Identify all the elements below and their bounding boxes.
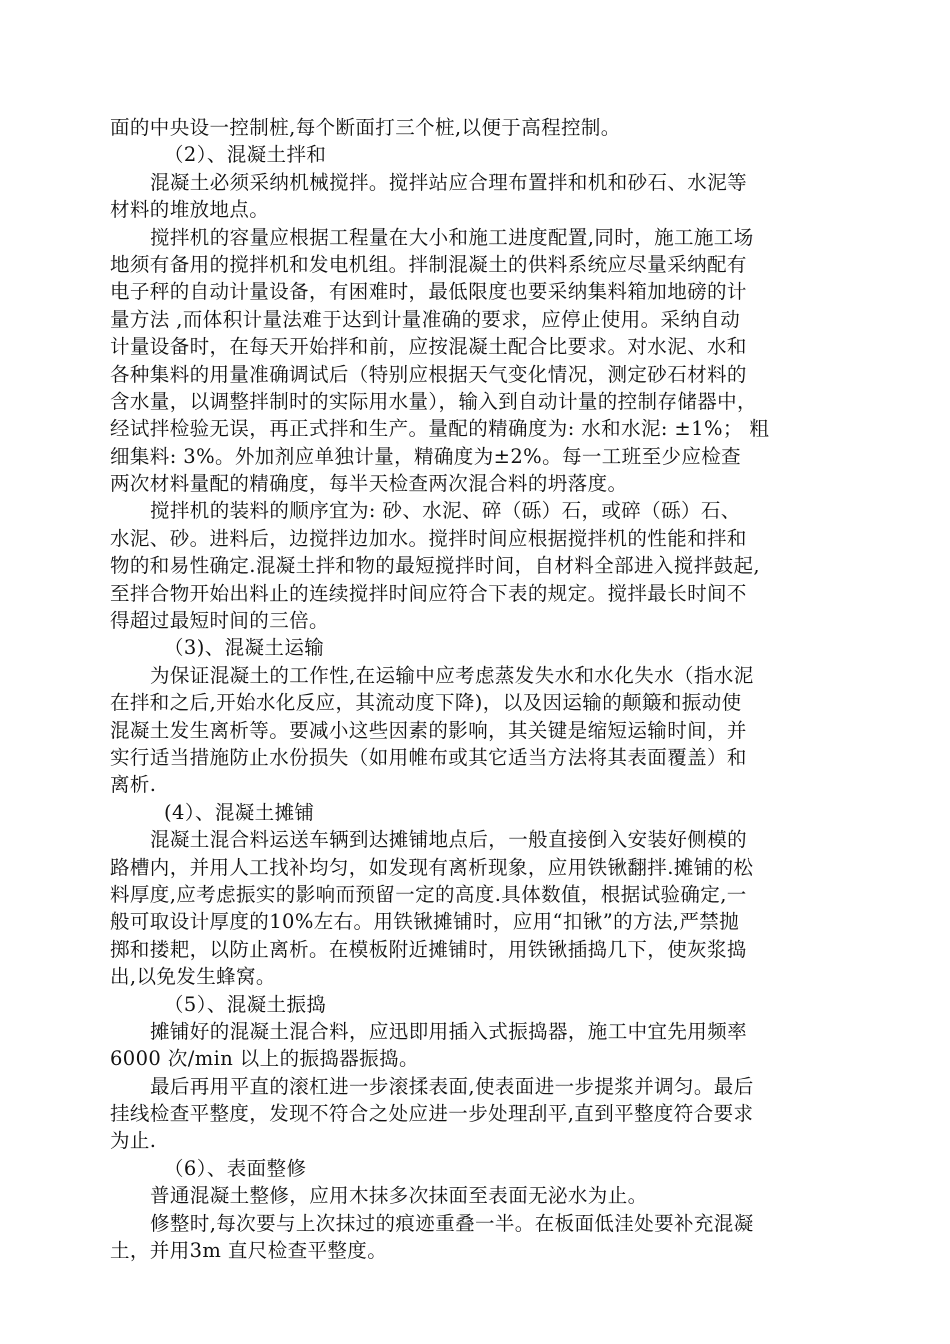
text-line: 搅拌机的装料的顺序宜为: 砂、水泥、碎（砾）石，或碎（砾）石、 <box>150 499 741 523</box>
text-line: 水泥、砂。进料后，边搅拌边加水。搅拌时间应根据搅拌机的性能和拌和 <box>110 526 747 550</box>
text-line: 土，并用3m 直尺检查平整度。 <box>110 1239 388 1263</box>
text-line: 混凝土必须采纳机械搅拌。搅拌站应合理布置拌和机和砂石、水泥等 <box>150 170 748 194</box>
text-line: 般可取设计厚度的10%左右。用铁锹摊铺时，应用“扣锹”的方法,严禁抛 <box>110 910 740 934</box>
text-line: 挂线检查平整度，发现不符合之处应进一步处理刮平,直到平整度符合要求 <box>110 1102 754 1126</box>
section-heading: (4）、混凝土摊铺 <box>164 800 315 824</box>
text-line: 得超过最短时间的三倍。 <box>110 609 329 633</box>
text-line: 最后再用平直的滚杠进一步滚揉表面,使表面进一步提浆并调匀。最后 <box>150 1074 754 1098</box>
section-heading: （6）、表面整修 <box>164 1156 307 1180</box>
text-line: 各种集料的用量准确调试后（特别应根据天气变化情况，测定砂石材料的 <box>110 362 747 386</box>
section-heading: （3)、混凝土运输 <box>164 636 325 660</box>
text-line: 物的和易性确定.混凝土拌和物的最短搅拌时间，自材料全部进入搅拌鼓起, <box>110 554 760 578</box>
text-line: 掷和搂耙，以防止离析。在模板附近摊铺时，用铁锹插捣几下，使灰浆捣 <box>110 937 747 961</box>
text-line: 混凝土混合料运送车辆到达摊铺地点后，一般直接倒入安装好侧模的 <box>150 828 748 852</box>
text-line: 出,以免发生蜂窝。 <box>110 965 276 989</box>
text-line: 修整时,每次要与上次抹过的痕迹重叠一半。在板面低洼处要补充混凝 <box>150 1211 754 1235</box>
text-line: 面的中央设一控制桩,每个断面打三个桩,以便于高程控制。 <box>110 116 621 139</box>
text-line: 路槽内，并用人工找补均匀，如发现有离析现象，应用铁锹翻拌.摊铺的松 <box>110 855 754 879</box>
text-line: 6000 次/min 以上的振捣器振捣。 <box>110 1047 419 1071</box>
text-line: 含水量，以调整拌制时的实际用水量），输入到自动计量的控制存储器中， <box>110 389 757 413</box>
text-line: 两次材料量配的精确度，每半天检查两次混合料的坍落度。 <box>110 472 628 496</box>
text-line: 实行适当措施防止水份损失（如用帷布或其它适当方法将其表面覆盖）和 <box>110 745 747 769</box>
text-line: 材料的堆放地点。 <box>110 198 270 222</box>
text-line: 为止. <box>110 1129 157 1153</box>
section-heading: （2）、混凝土拌和 <box>164 143 327 167</box>
document-body <box>110 114 842 1264</box>
text-line: 摊铺好的混凝土混合料，应迅即用插入式振捣器，施工中宜先用频率 <box>150 1019 748 1043</box>
text-line: 料厚度,应考虑振实的影响而预留一定的高度.具体数值，根据试验确定,一 <box>110 882 747 906</box>
text-line: 在拌和之后,开始水化反应，其流动度下降)，以及因运输的颠簸和振动使 <box>110 691 742 715</box>
text-line: 为保证混凝土的工作性,在运输中应考虑蒸发失水和水化失水（指水泥 <box>150 663 754 687</box>
text-line: 经试拌检验无误，再正式拌和生产。量配的精确度为: 水和水泥: ±1%； 粗 <box>110 417 770 441</box>
text-line: 离析. <box>110 773 157 797</box>
text-line: 计量设备时，在每天开始拌和前，应按混凝土配合比要求。对水泥、水和 <box>110 335 747 359</box>
text-line: 混凝土发生离析等。要减小这些因素的影响，其关键是缩短运输时间，并 <box>110 718 747 742</box>
text-line: 电子秤的自动计量设备，有困难时，最低限度也要采纳集料箱加地磅的计 <box>110 280 747 304</box>
text-line: 搅拌机的容量应根据工程量在大小和施工进度配置,同时，施工施工场 <box>150 225 754 249</box>
text-line: 地须有备用的搅拌机和发电机组。拌制混凝土的供料系统应尽量采纳配有 <box>110 252 747 276</box>
section-heading: （5）、混凝土振捣 <box>164 992 327 1016</box>
text-line: 量方法 ,而体积计量法难于达到计量准确的要求，应停止使用。采纳自动 <box>110 307 741 331</box>
text-line: 普通混凝土整修，应用木抹多次抹面至表面无泌水为止。 <box>150 1184 648 1208</box>
text-line: 至拌合物开始出料止的连续搅拌时间应符合下表的规定。搅拌最长时间不 <box>110 581 747 605</box>
text-line: 细集料: 3%。外加剂应单独计量，精确度为±2%。每一工班至少应检查 <box>110 444 742 468</box>
